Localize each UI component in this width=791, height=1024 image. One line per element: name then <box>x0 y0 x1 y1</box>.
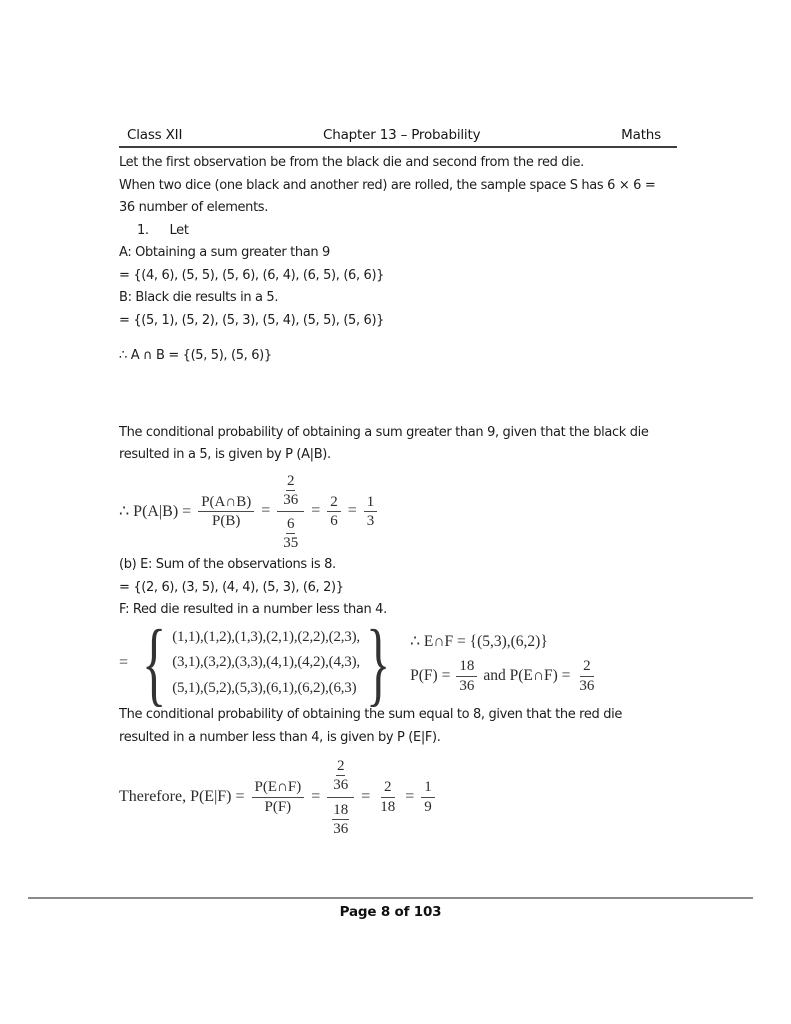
equals-sign: = <box>261 502 271 520</box>
formula-ef-lead: Therefore, P(E|F) = <box>119 788 245 806</box>
fraction-denominator: 9 <box>424 798 432 815</box>
complex-fraction-denominator <box>327 798 354 837</box>
set-f-rows <box>172 625 360 702</box>
fraction-denominator: 6 <box>330 512 338 529</box>
header-class: Class XII <box>127 127 183 143</box>
intro-line-3: 36 number of elements. <box>119 200 269 215</box>
fraction-numerator: 2 <box>381 779 395 797</box>
fraction-denominator: 36 <box>579 677 595 694</box>
fraction-denominator: 3 <box>366 512 375 529</box>
complex-fraction-numerator <box>277 472 304 512</box>
fraction-numerator: 6 <box>286 516 296 534</box>
fraction-denominator: 36 <box>459 677 475 694</box>
fraction-2-18 <box>377 779 398 814</box>
cond-ab-line-2: resulted in a 5, is given by P (A|B). <box>119 447 331 462</box>
complex-fraction-ef <box>327 757 354 837</box>
fraction-denominator: 36 <box>283 491 299 508</box>
left-brace: { <box>141 610 167 716</box>
page-header <box>119 127 677 143</box>
fraction-numerator: 1 <box>421 779 435 797</box>
fraction-2-36 <box>576 658 597 693</box>
list-text: Let <box>169 222 189 238</box>
equals-sign: = <box>405 788 415 806</box>
list-marker: 1. <box>137 222 149 238</box>
fraction-1-9 <box>421 779 435 814</box>
header-chapter: Chapter 13 – Probability <box>323 127 481 143</box>
equals-sign: = <box>347 502 357 520</box>
probability-f-line <box>410 658 597 693</box>
set-f-row-2: (3,1),(3,2),(3,3),(4,1),(4,2),(4,3), <box>172 654 360 671</box>
event-f-definition: F: Red die resulted in a number less than 4. <box>119 602 387 618</box>
fraction-6-35 <box>282 516 299 551</box>
set-f-row-1: (1,1),(1,2),(1,3),(2,1),(2,2),(2,3), <box>172 628 360 645</box>
intro-line-2: When two dice (one black and another red) are rolled, the sample space S has 6 × 6 = <box>119 177 656 193</box>
fraction-2-6 <box>327 494 341 529</box>
equals-sign: = <box>311 788 321 806</box>
fraction-1-3 <box>364 494 378 529</box>
right-brace: } <box>365 610 391 716</box>
pf-mid: and P(E∩F) = <box>483 667 571 684</box>
equals-sign: = <box>119 654 129 671</box>
fraction-numerator: 18 <box>332 802 349 820</box>
fraction-denominator: P(B) <box>212 512 241 529</box>
event-b-definition: B: Black die results in a 5. <box>119 290 279 305</box>
fraction-numerator: 2 <box>327 494 341 512</box>
event-a-set: = {(4, 6), (5, 5), (5, 6), (6, 4), (6, 5), (6, 6)} <box>119 267 385 283</box>
complex-fraction-denominator <box>277 512 304 551</box>
fraction-18-36 <box>456 658 477 693</box>
fraction-denominator: 36 <box>333 820 349 837</box>
pf-lead: P(F) = <box>410 667 451 684</box>
set-side-results <box>410 632 597 693</box>
fraction-2-36 <box>332 758 349 793</box>
header-rule <box>119 146 677 148</box>
fraction-denominator: 18 <box>380 798 396 815</box>
cond-ef-line-1: The conditional probability of obtaining the sum equal to 8, given that the red die <box>119 707 623 723</box>
complex-fraction-numerator <box>327 757 354 797</box>
fraction-numerator: P(E∩F) <box>252 779 305 797</box>
fraction-numerator: 2 <box>286 473 296 491</box>
intro-line-1: Let the first observation be from the black die and second from the red die. <box>119 155 584 170</box>
fraction-numerator: 18 <box>456 658 477 676</box>
event-b-set: = {(5, 1), (5, 2), (5, 3), (5, 4), (5, 5), (5, 6)} <box>119 312 385 328</box>
cond-ef-line-2: resulted in a number less than 4, is given by P (E|F). <box>119 729 441 745</box>
page-footer <box>28 897 753 920</box>
fraction-denominator: 36 <box>333 777 349 794</box>
complex-fraction-ab <box>277 472 304 552</box>
formula-ab-lead: ∴ P(A|B) = <box>119 503 192 521</box>
fraction-numerator: 2 <box>580 658 594 676</box>
fraction-numerator: P(A∩B) <box>198 494 254 512</box>
intersection-ef <box>410 632 597 651</box>
equals-sign: = <box>311 502 321 520</box>
intersection-ab: ∴ A ∩ B = {(5, 5), (5, 6)} <box>119 348 272 363</box>
event-a-definition: A: Obtaining a sum greater than 9 <box>119 245 330 260</box>
footer-rule <box>28 897 753 899</box>
event-e-definition: (b) E: Sum of the observations is 8. <box>119 557 336 573</box>
fraction-18-36 <box>332 802 349 837</box>
page-content <box>119 127 677 837</box>
formula-p-a-given-b <box>119 472 677 552</box>
fraction-denominator: P(F) <box>264 798 292 815</box>
fraction-denominator: 35 <box>283 535 299 552</box>
event-e-set: = {(2, 6), (3, 5), (4, 4), (5, 3), (6, 2)} <box>119 579 344 595</box>
equals-sign: = <box>361 788 371 806</box>
intersection-ef-text: ∴ E∩F = {(5,3),(6,2)} <box>410 633 548 651</box>
list-item-1 <box>137 220 677 243</box>
set-f-row-3: (5,1),(5,2),(5,3),(6,1),(6,2),(6,3) <box>172 679 357 696</box>
fraction-numerator: 2 <box>336 758 346 776</box>
cond-ab-line-1: The conditional probability of obtaining a sum greater than 9, given that the black die <box>119 424 649 440</box>
fraction-numerator: 1 <box>364 494 378 512</box>
fraction-pef-over-pf <box>252 779 305 814</box>
page-number: Page 8 of 103 <box>339 904 442 920</box>
header-subject: Maths <box>621 127 661 143</box>
formula-p-e-given-f <box>119 757 677 837</box>
fraction-pab-over-pb <box>198 494 254 529</box>
fraction-2-36 <box>282 473 299 508</box>
